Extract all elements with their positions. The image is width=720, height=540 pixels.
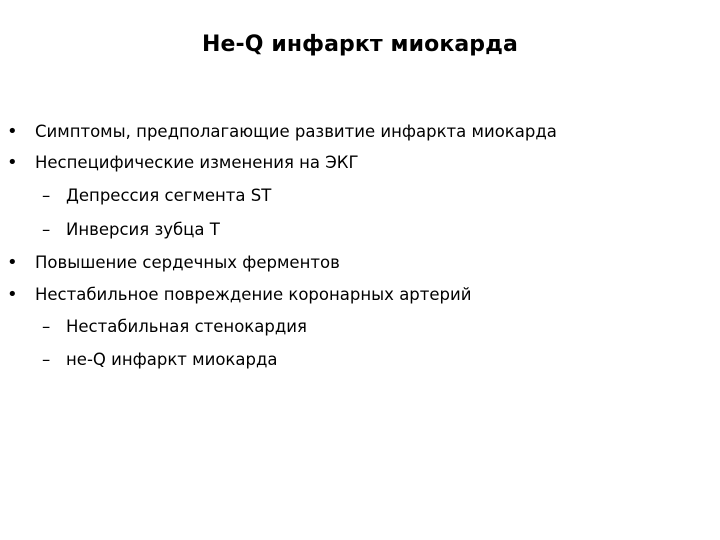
sub-bullet-text: Нестабильная стенокардия	[66, 317, 307, 336]
sub-bullet-marker: –	[42, 317, 51, 336]
bullet-text: Повышение сердечных ферментов	[35, 253, 340, 272]
bullet-marker: •	[7, 152, 18, 173]
slide-title: Не-Q инфаркт миокарда	[202, 32, 518, 57]
bullet-marker: •	[7, 252, 18, 273]
sub-bullet-text: не-Q инфаркт миокарда	[66, 350, 278, 369]
sub-bullet-marker: –	[42, 186, 51, 205]
sub-bullet-marker: –	[42, 220, 51, 239]
sub-bullet-text: Инверсия зубца T	[66, 220, 220, 239]
bullet-text: Симптомы, предполагающие развитие инфаркта миокарда	[35, 122, 557, 141]
sub-bullet-marker: –	[42, 350, 51, 369]
bullet-text: Неспецифические изменения на ЭКГ	[35, 153, 359, 172]
bullet-marker: •	[7, 284, 18, 305]
bullet-text: Нестабильное повреждение коронарных артерий	[35, 285, 472, 304]
bullet-marker: •	[7, 121, 18, 142]
sub-bullet-text: Депрессия сегмента ST	[66, 186, 272, 205]
